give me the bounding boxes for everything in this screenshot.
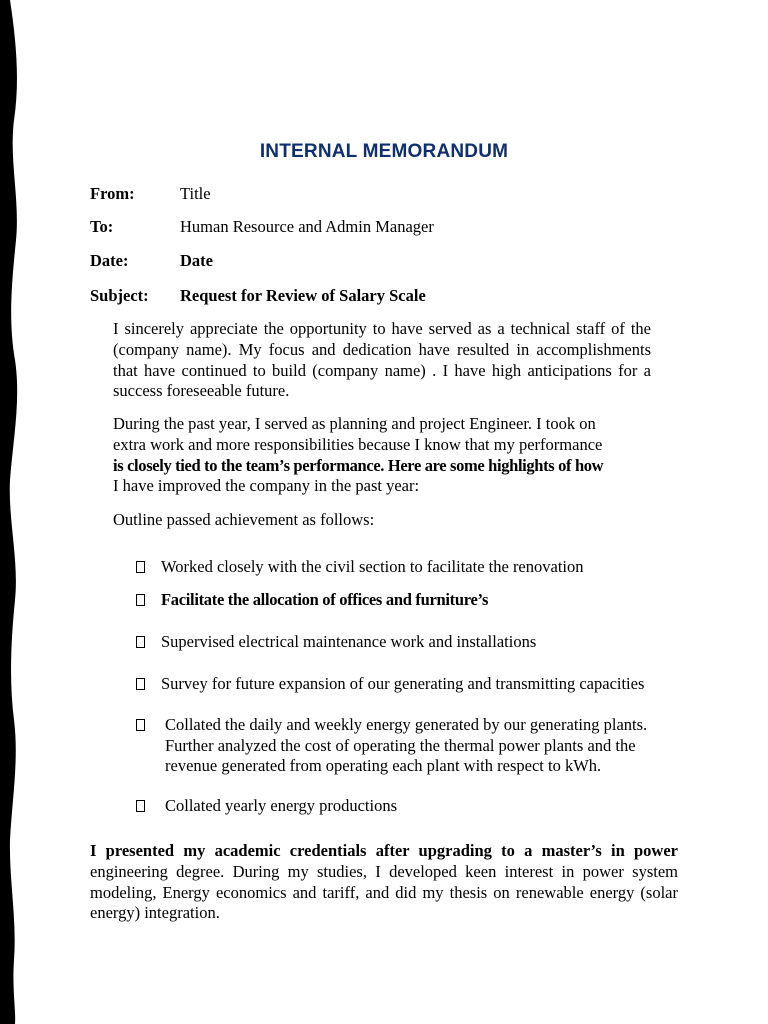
checkbox-bullet-icon (136, 561, 145, 573)
achievement-text: Survey for future expansion of our generating and transmitting capacities (161, 674, 645, 693)
paragraph-outline: Outline passed achievement as follows: (113, 510, 375, 529)
checkbox-bullet-icon (136, 800, 145, 812)
checkbox-bullet-icon (136, 594, 145, 606)
past-year-line-4: I have improved the company in the past year: (113, 476, 420, 496)
to-label: To: (90, 217, 114, 236)
credentials-bold-line: I presented my academic credentials after upgrading to a master’s in power (90, 841, 678, 860)
checkbox-bullet-icon (136, 719, 145, 731)
achievement-text: Facilitate the allocation of offices and furniture’s (161, 590, 489, 609)
credentials-text: engineering degree. During my studies, I developed keen interest in power system modeling, Energy economics and tariff, and did my thesis on renewable energy (solar energy) integration. (90, 861, 678, 923)
checkbox-bullet-icon (136, 678, 145, 690)
checkbox-bullet-icon (136, 636, 145, 648)
achievement-text: Supervised electrical maintenance work and installations (161, 632, 537, 651)
past-year-line-2: extra work and more responsibilities because I know that my performance (113, 434, 603, 454)
paragraph-appreciation: I sincerely appreciate the opportunity to have served as a technical staff of the (company name). My focus and dedication have resulted in accomplishments that have continued to build (company name) . I have high anticipations for a success foreseeable future. (113, 319, 651, 401)
past-year-line-1: During the past year, I served as planning and project Engineer. I took on (113, 414, 596, 433)
subject-label: Subject: (90, 286, 149, 305)
achievement-text: Collated the daily and weekly energy generated by our generating plants. Further analyzed the cost of operating the thermal power plants and the revenue generated from operating each plant with respect to kWh. (165, 715, 648, 775)
date-label: Date: (90, 251, 129, 270)
paragraph-past-year (113, 414, 673, 497)
from-value: Title (180, 184, 211, 203)
past-year-line-3: is closely tied to the team’s performance. Here are some highlights of how (113, 455, 604, 475)
date-value: Date (180, 251, 213, 270)
paragraph-credentials (90, 841, 678, 924)
achievement-text: Worked closely with the civil section to facilitate the renovation (161, 557, 584, 576)
subject-value: Request for Review of Salary Scale (180, 286, 426, 305)
achievement-text: Collated yearly energy productions (165, 796, 398, 815)
to-value: Human Resource and Admin Manager (180, 217, 434, 236)
memo-title: INTERNAL MEMORANDUM (259, 141, 509, 162)
from-label: From: (90, 184, 135, 203)
